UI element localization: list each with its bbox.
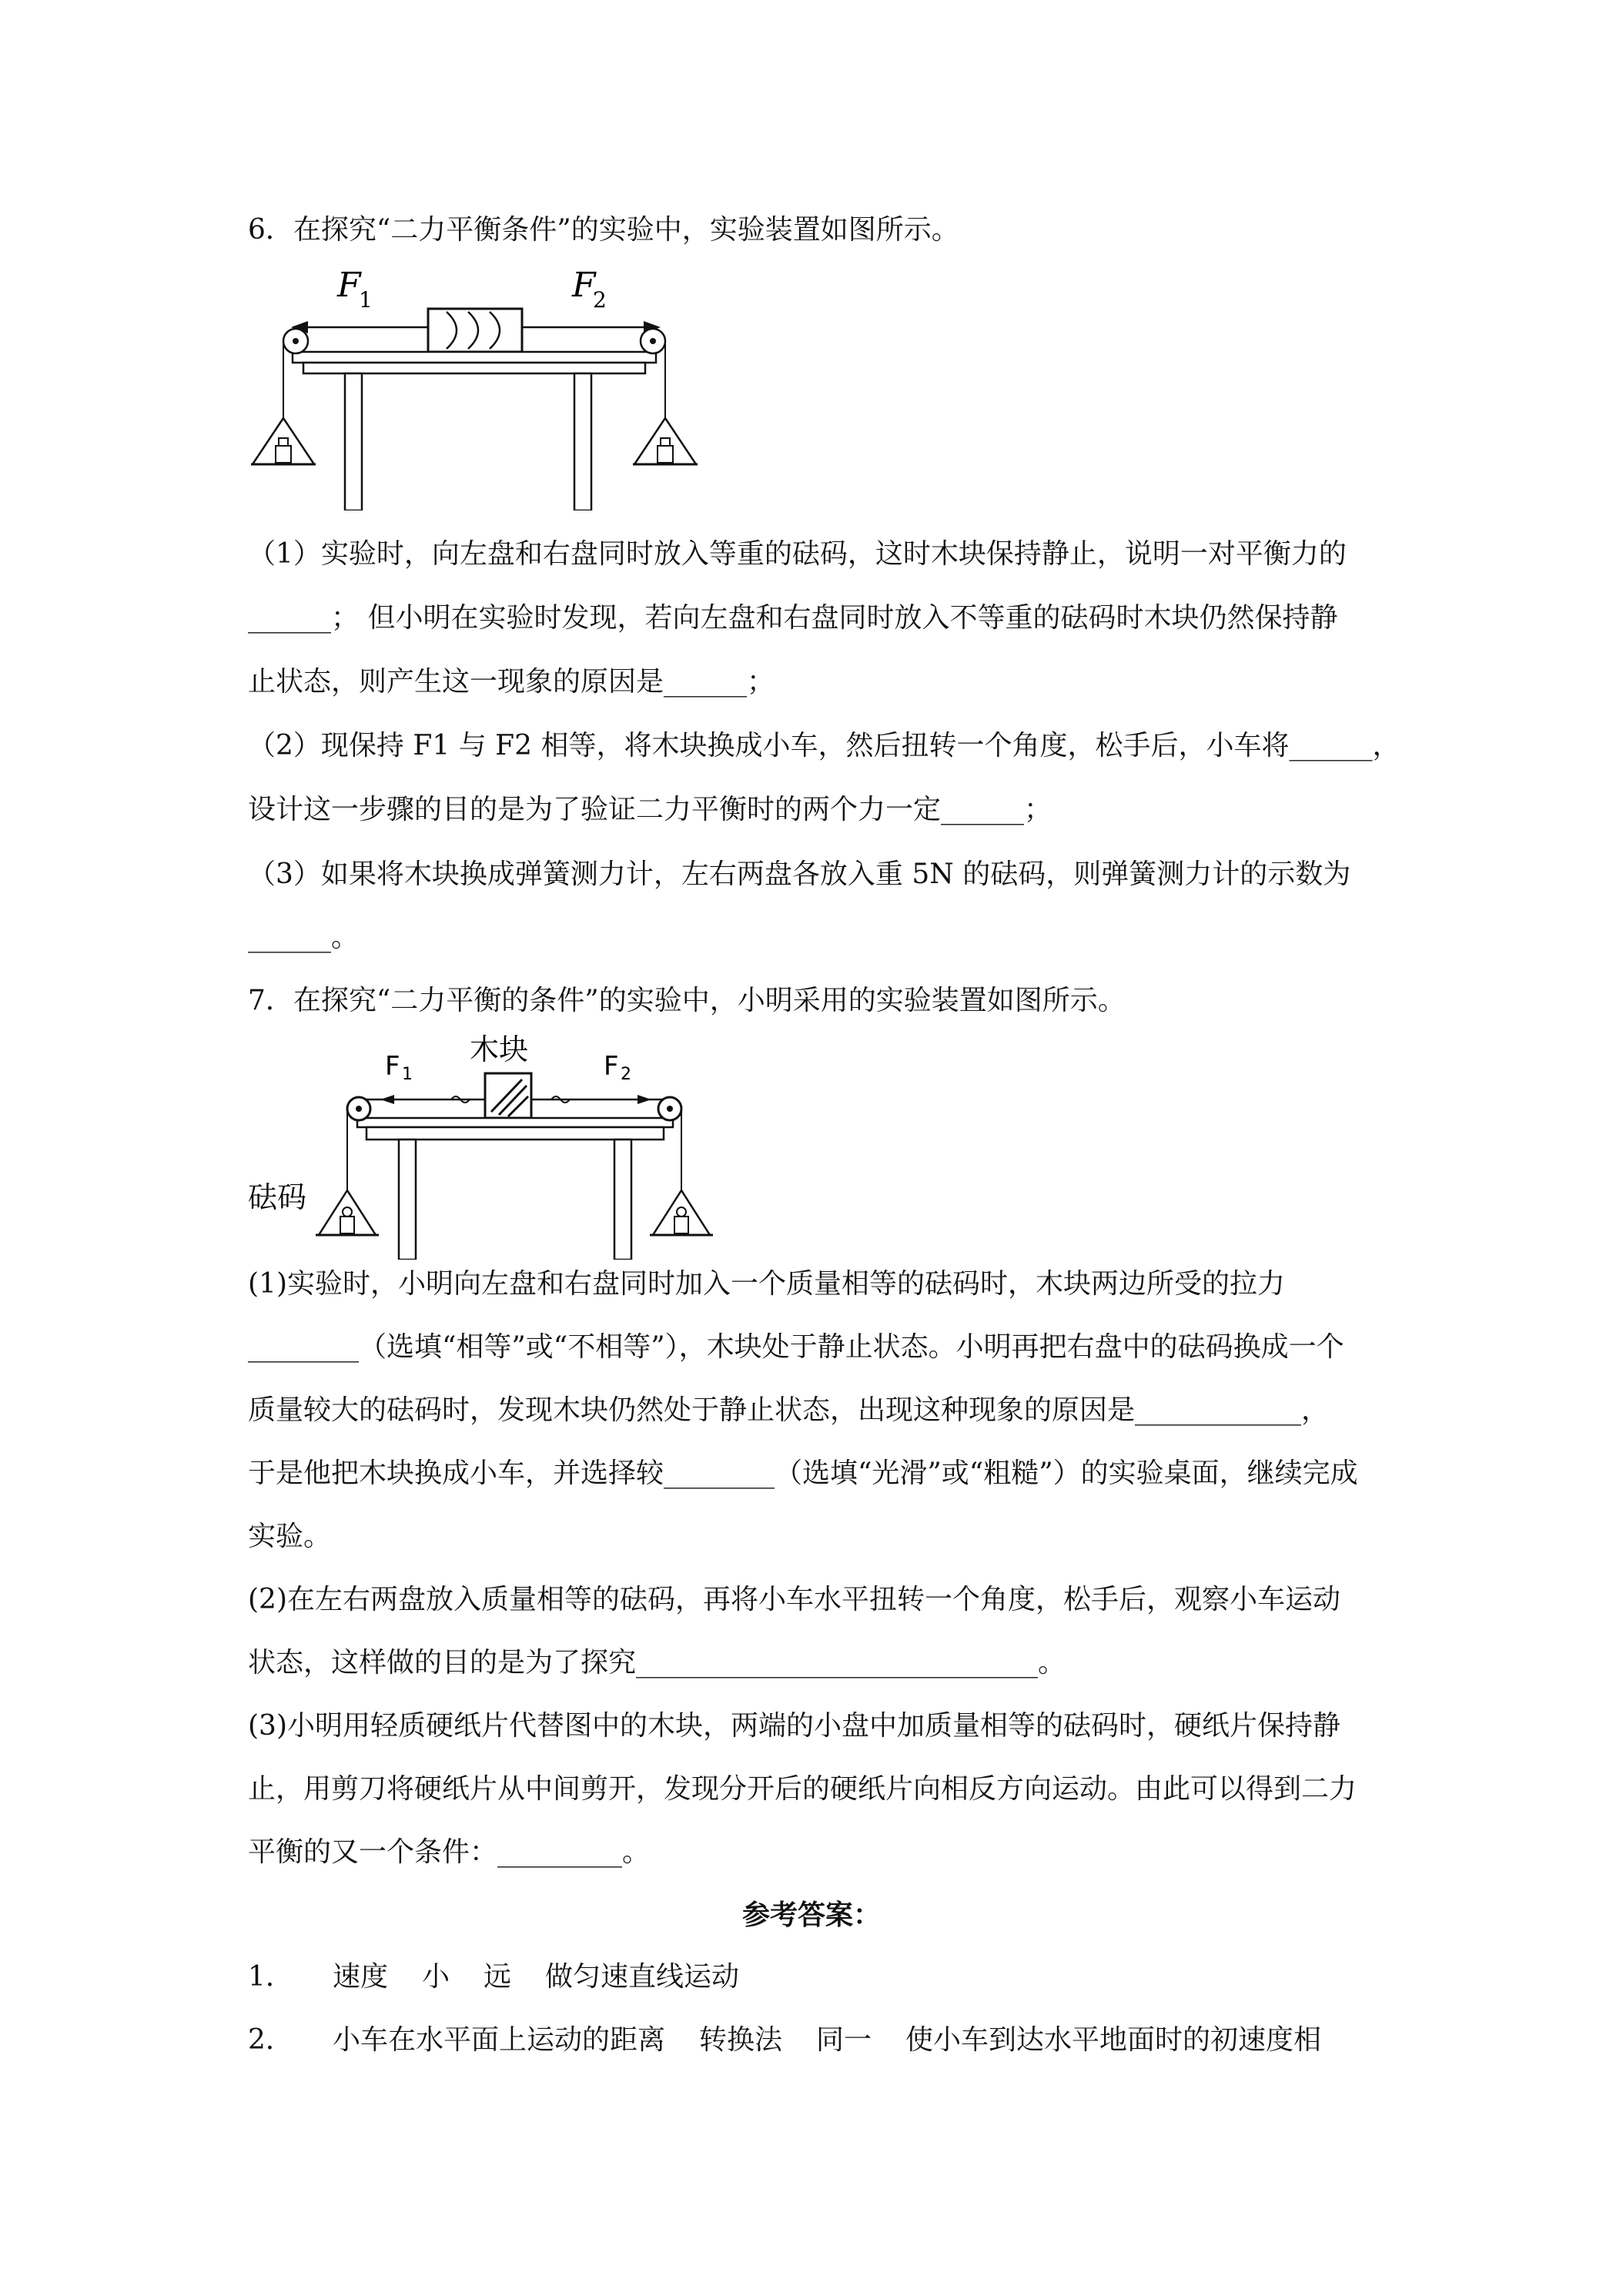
q6-line-4: （2）现保持 F1 与 F2 相等，将木块换成小车，然后扭转一个角度，松手后，小车将______， <box>248 730 1400 761</box>
answer-item-2 <box>248 2023 1321 2057</box>
q6-line-2: ______； 但小明在实验时发现，若向左盘和右盘同时放入不等重的砝码时木块仍然保持静 <box>248 602 1338 634</box>
q7-f1-sub: 1 <box>402 1065 413 1084</box>
answers-heading: 参考答案： <box>741 1899 881 1931</box>
wood-block <box>428 309 522 352</box>
q7-line-10: 平衡的又一个条件：_________。 <box>248 1836 651 1868</box>
q7-figure <box>245 1029 722 1260</box>
q7-line-8: (3)小明用轻质硬纸片代替图中的木块，两端的小盘中加质量相等的砝码时，硬纸片保持静 <box>248 1710 1340 1742</box>
q7-f2-label: F <box>604 1051 619 1082</box>
q6-figure <box>245 264 707 510</box>
q6-line-3: 止状态，则产生这一现象的原因是______； <box>248 666 775 698</box>
q6-f1-label: F <box>337 266 361 305</box>
q7-line-2: ________（选填“相等”或“不相等”），木块处于静止状态。小明再把右盘中的砝码换成一个 <box>248 1331 1344 1363</box>
q6-title: 6．在探究“二力平衡条件”的实验中，实验装置如图所示。 <box>248 214 959 246</box>
answer-item-1 <box>248 1960 739 1994</box>
q7-line-3: 质量较大的砝码时，发现木块仍然处于静止状态，出现这种现象的原因是____________， <box>248 1394 1330 1426</box>
q7-title: 7．在探究“二力平衡的条件”的实验中，小明采用的实验装置如图所示。 <box>248 985 1126 1016</box>
q7-line-4: 于是他把木块换成小车，并选择较________（选填“光滑”或“粗糙”）的实验桌面，继续完成 <box>248 1458 1358 1489</box>
q7-f1-label: F <box>385 1051 400 1082</box>
q6-f1-sub: 1 <box>359 287 373 313</box>
q7-line-1: (1)实验时，小明向左盘和右盘同时加入一个质量相等的砝码时，木块两边所受的拉力 <box>248 1268 1285 1300</box>
answer-part: 同一 <box>816 2024 872 2056</box>
q7-line-9: 止，用剪刀将硬纸片从中间剪开，发现分开后的硬纸片向相反方向运动。由此可以得到二力 <box>248 1773 1357 1805</box>
q6-line-7: ______。 <box>248 922 360 953</box>
q6-f2-label: F <box>572 266 596 305</box>
answer-part: 转换法 <box>699 2024 783 2056</box>
q6-line-5: 设计这一步骤的目的是为了验证二力平衡时的两个力一定______； <box>248 794 1052 825</box>
q6-line-1: （1）实验时，向左盘和右盘同时放入等重的砝码，这时木块保持静止，说明一对平衡力的 <box>248 538 1347 570</box>
answer-part: 小 <box>422 1961 450 1993</box>
q7-line-6: (2)在左右两盘放入质量相等的砝码，再将小车水平扭转一个角度，松手后，观察小车运动 <box>248 1584 1340 1615</box>
answer-part: 小车在水平面上运动的距离 <box>333 2024 666 2056</box>
q7-line-7: 状态，这样做的目的是为了探究_____________________________。 <box>248 1647 1066 1678</box>
q7-block-label: 木块 <box>470 1033 529 1066</box>
answer-part: 远 <box>484 1961 512 1993</box>
q7-f2-sub: 2 <box>621 1065 631 1084</box>
q7-line-5: 实验。 <box>248 1521 332 1552</box>
q7-weight-label: 砝码 <box>248 1180 307 1214</box>
answer-number: 1． <box>248 1961 293 1993</box>
answer-number: 2． <box>248 2024 293 2056</box>
q6-f2-sub: 2 <box>593 287 607 313</box>
answer-part: 使小车到达水平地面时的初速度相 <box>905 2024 1322 2056</box>
answer-part: 做匀速直线运动 <box>545 1961 740 1993</box>
answer-part: 速度 <box>333 1961 389 1993</box>
q6-line-6: （3）如果将木块换成弹簧测力计，左右两盘各放入重 5N 的砝码，则弹簧测力计的示数为 <box>248 858 1351 890</box>
